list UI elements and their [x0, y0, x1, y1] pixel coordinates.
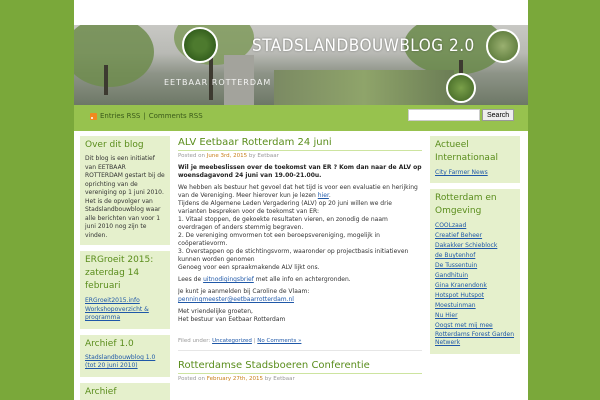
blogroll-link[interactable]: Moestuinman: [435, 302, 476, 309]
left-sidebar: [80, 136, 170, 400]
tree-shape: [74, 25, 154, 87]
header-banner[interactable]: [74, 25, 528, 105]
archief1-widget: [80, 335, 170, 377]
nav-lid-worden[interactable]: Lid worden: [306, 12, 354, 21]
blogroll-link[interactable]: City Farmer News: [435, 169, 488, 176]
meta-prefix: Posted on: [178, 376, 205, 382]
entries-rss-link[interactable]: Entries RSS: [100, 112, 141, 120]
post: [178, 136, 422, 351]
blogroll-link[interactable]: Oogst met mij mee: [435, 322, 493, 329]
archief1-link[interactable]: Stadslandbouwblog 1.0 (tot 20 juni 2010): [85, 354, 156, 369]
post: [178, 359, 422, 382]
utility-bar: [74, 105, 528, 131]
actueel-widget: [430, 136, 520, 183]
about-title: Over dit blog: [85, 140, 144, 150]
ergroeit-title: ERGroeit 2015: zaterdag 14 februari: [85, 255, 154, 291]
garden-bed: [274, 70, 454, 105]
search-button[interactable]: Search: [482, 109, 514, 121]
nav-home[interactable]: Home: [90, 12, 115, 21]
search-input[interactable]: [408, 109, 480, 121]
post-meta: [178, 153, 422, 159]
paragraph-text: met alle info en achtergronden.: [255, 276, 351, 283]
hier-link[interactable]: hier: [317, 192, 329, 199]
email-link[interactable]: penningmeester@eetbaarrotterdam.nl: [178, 296, 294, 303]
comments-rss-link[interactable]: Comments RSS: [148, 112, 203, 120]
site-subtitle: EETBAAR ROTTERDAM: [164, 78, 272, 87]
paragraph-text: Tijdens de Algemene Leden Vergadering (ALV) op 20 juni willen we drie varianten bespreken voor de toekomst van ER:: [178, 200, 392, 215]
post-body: [178, 164, 422, 324]
meta-prefix: Posted on: [178, 153, 205, 159]
paragraph-text: Je kunt je aanmelden bij Caroline de Vlaam:: [178, 288, 310, 295]
top-nav: [74, 9, 528, 25]
actueel-title: Actueel Internationaal: [435, 140, 498, 163]
post-footer: [178, 338, 422, 351]
paragraph-text: We hebben als bestuur het gevoel dat het tijd is voor een evaluatie en herijking van de Vereniging. Meer hierover kun je lezen: [178, 184, 418, 199]
uitnodigingsbrief-link[interactable]: uitnodigingsbrief: [203, 276, 254, 283]
category-link[interactable]: Uncategorized: [212, 338, 252, 344]
ergroeit-link[interactable]: ERGroeit2015.info: [85, 297, 140, 304]
blogroll-link[interactable]: Nu Hier: [435, 312, 458, 319]
list-item: 3. Overstappen op de stichtingsvorm, waaronder op projectbasis initiatieven kunnen worden genomen: [178, 248, 409, 263]
omgeving-widget: [430, 189, 520, 354]
blogroll-link[interactable]: de Buytenhof: [435, 252, 476, 259]
blogroll-link[interactable]: De Tussentuin: [435, 262, 478, 269]
post-author: Eetbaar: [273, 376, 295, 382]
blogroll-link[interactable]: Creatief Beheer: [435, 232, 483, 239]
blogroll-link[interactable]: Dakakker Schieblock: [435, 242, 498, 249]
list-item: 2. De vereniging omvormen tot een beroepsvereniging, mogelijk in coöperatievorm.: [178, 232, 380, 247]
post-paragraph: [178, 276, 422, 284]
filed-under-label: Filed under:: [178, 338, 211, 344]
circle-photo: [486, 29, 520, 63]
site-title: STADSLANDBOUWBLOG 2.0: [252, 36, 475, 56]
post-title[interactable]: ALV Eetbaar Rotterdam 24 juni: [178, 136, 422, 151]
nav-resources[interactable]: Resources: [481, 12, 525, 21]
post-paragraph: [178, 288, 422, 304]
blogroll-link[interactable]: Gina Kranendonk: [435, 282, 487, 289]
workshop-link[interactable]: Workshopoverzicht & programma: [85, 306, 149, 321]
nav-agenda[interactable]: Agenda: [133, 12, 166, 21]
post-author: Eetbaar: [257, 153, 279, 159]
post-intro: Wil je meebeslissen over de toekomst van ER ? Kom dan naar de ALV op woensdagavond 24 juni van 19.00-21.00u.: [178, 164, 422, 179]
rss-separator: |: [143, 112, 146, 120]
circle-photo: [446, 73, 476, 103]
meta-by: by: [248, 153, 256, 159]
paragraph-text: Lees de: [178, 276, 202, 283]
main-content: [178, 136, 422, 400]
omgeving-title: Rotterdam en Omgeving: [435, 193, 497, 216]
nav-over-eetbaar-rotterdam[interactable]: Over Eetbaar Rotterdam: [184, 12, 288, 21]
post-paragraph: [178, 184, 422, 272]
about-widget: [80, 136, 170, 245]
tree-trunk: [104, 65, 108, 95]
ergroeit-widget: [80, 251, 170, 329]
post-date[interactable]: June 3rd, 2015: [206, 153, 248, 159]
blogroll-link[interactable]: Hotspot Hutspot: [435, 292, 485, 299]
post-date[interactable]: February 27th, 2015: [206, 376, 263, 382]
list-item: 1. Vitaal stoppen, de gekoekte resultaten vieren, en zonodig de naam overdragen of anders stemmig begraven.: [178, 216, 388, 231]
about-text: Dit blog is een initiatief van EETBAAR ROTTERDAM gestart bij de oprichting van de vereniging op 1 juni 2010. Het is de opvolger van Stadslandbouwblog waar alle berichten van voor 1 juni 2010 nog zijn te vinden.: [85, 155, 165, 239]
paragraph-text: Het bestuur van Eetbaar Rotterdam: [178, 316, 286, 323]
paragraph-text: .: [328, 192, 331, 199]
right-sidebar: [430, 136, 520, 360]
comments-link[interactable]: No Comments »: [257, 338, 302, 344]
meta-by: by: [264, 376, 272, 382]
post-meta: [178, 376, 422, 382]
blogroll-link[interactable]: Gandhituin: [435, 272, 469, 279]
post-title[interactable]: Rotterdamse Stadsboeren Conferentie: [178, 359, 422, 374]
post-signoff: [178, 308, 422, 324]
archief-title: Archief: [85, 387, 117, 397]
rss-links: [90, 112, 203, 120]
circle-photo: [182, 27, 218, 63]
footer-separator: |: [253, 338, 256, 344]
blogroll-link[interactable]: Rotterdams Forest Garden Netwerk: [435, 331, 515, 346]
rss-icon: [90, 113, 97, 120]
paragraph-text: Met vriendelijke groeten,: [178, 308, 253, 315]
archief-widget: [80, 383, 170, 400]
blogroll-link[interactable]: COOLzaad: [435, 222, 467, 229]
list-item: Genoeg voor een spraakmakende ALV lijkt ons.: [178, 264, 320, 271]
nav-veel-gestelde-vragen[interactable]: Veel gestelde vragen: [372, 12, 463, 21]
archief1-title: Archief 1.0: [85, 339, 134, 349]
search-form: [408, 109, 514, 121]
